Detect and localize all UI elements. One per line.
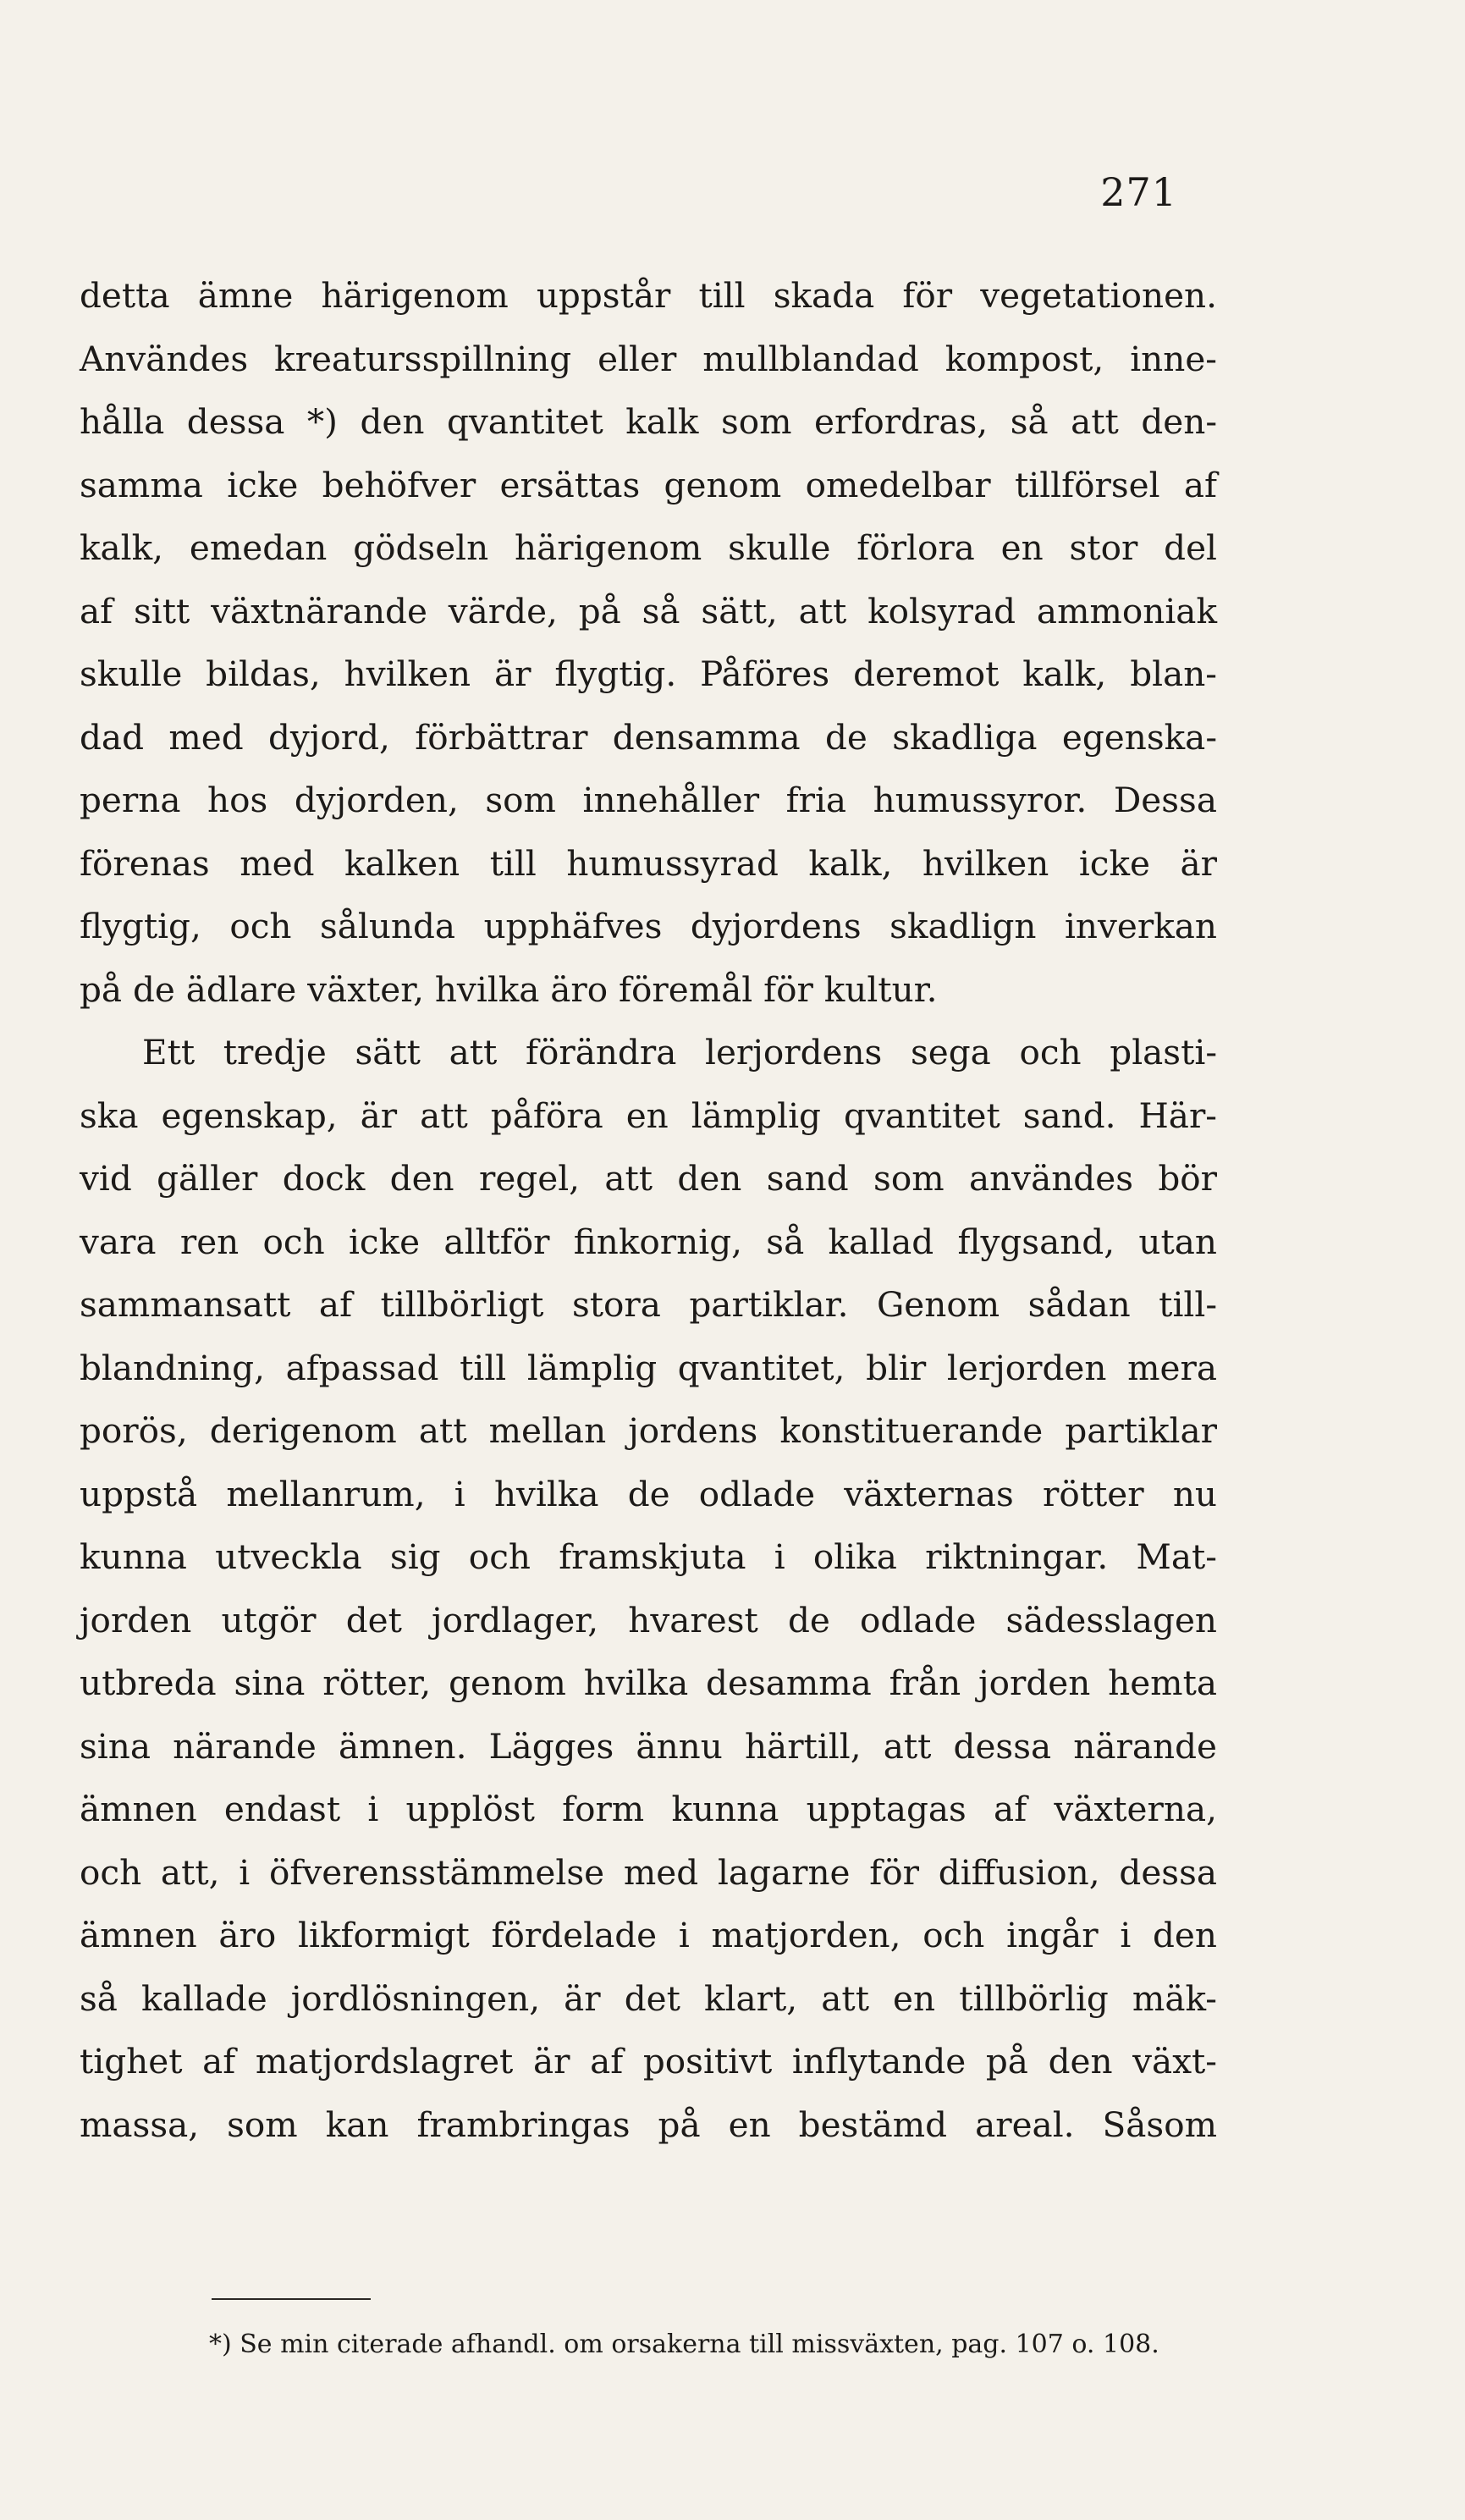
text-line: ska egenskap, är att påföra en lämplig qvantitet sand. Här- (80, 1095, 1217, 1136)
text-line: porös, derigenom att mellan jordens konstituerande partiklar (80, 1410, 1217, 1451)
text-line: vara ren och icke alltför finkornig, så kallad flygsand, utan (80, 1221, 1217, 1262)
text-line: så kallade jordlösningen, är det klart, att en tillbörlig mäk- (80, 1977, 1217, 2019)
text-line: kalk, emedan gödseln härigenom skulle förlora en stor del (80, 527, 1217, 568)
text-line: utbreda sina rötter, genom hvilka desamma från jorden hemta (80, 1663, 1217, 1703)
text-line: detta ämne härigenom uppstår till skada för vegetationen. (80, 275, 1217, 316)
text-line: sina närande ämnen. Lägges ännu härtill, att dessa närande (80, 1725, 1217, 1767)
text-line: Användes kreatursspillning eller mullblandad kompost, inne- (80, 338, 1217, 379)
text-line: jorden utgör det jordlager, hvarest de odlade sädesslagen (80, 1599, 1217, 1640)
text-line: vid gäller dock den regel, att den sand som användes bör (80, 1158, 1217, 1199)
text-line: ämnen äro likformigt fördelade i matjorden, och ingår i den (80, 1915, 1217, 1955)
page-number: 271 (1100, 169, 1177, 215)
text-line: af sitt växtnärande värde, på så sätt, att kolsyrad ammoniak (80, 590, 1217, 631)
text-line: blandning, afpassad till lämplig qvantitet, blir lerjorden mera (80, 1347, 1217, 1388)
text-line: Ett tredje sätt att förändra lerjordens sega och plasti- (142, 1032, 1217, 1073)
text-line: uppstå mellanrum, i hvilka de odlade växternas rötter nu (80, 1473, 1217, 1514)
footnote-divider (212, 2298, 371, 2300)
text-line: på de ädlare växter, hvilka äro föremål för kultur. (80, 968, 938, 1010)
text-line: flygtig, och sålunda upphäfves dyjordens skadlign inverkan (80, 906, 1217, 946)
body-text (80, 264, 1217, 2156)
text-line: förenas med kalken till humussyrad kalk, hvilken icke är (80, 842, 1217, 884)
text-line: massa, som kan frambringas på en bestämd areal. Såsom (80, 2104, 1217, 2145)
text-line: perna hos dyjorden, som innehåller fria humussyror. Dessa (80, 780, 1217, 820)
text-line: och att, i öfverensstämmelse med lagarne för diffusion, dessa (80, 1851, 1217, 1893)
footnote: *) Se min citerade afhandl. om orsakerna till missväxten, pag. 107 o. 108. (209, 2330, 1159, 2359)
text-line: tighet af matjordslagret är af positivt inflytande på den växt- (80, 2041, 1217, 2082)
text-line: dad med dyjord, förbättrar densamma de skadliga egenska- (80, 716, 1217, 758)
text-line: kunna utveckla sig och framskjuta i olika riktningar. Mat- (80, 1536, 1217, 1577)
text-line: samma icke behöfver ersättas genom omedelbar tillförsel af (80, 464, 1217, 505)
text-line: ämnen endast i upplöst form kunna upptagas af växterna, (80, 1789, 1217, 1829)
text-line: sammansatt af tillbörligt stora partiklar. Genom sådan till- (80, 1284, 1217, 1325)
text-line: hålla dessa *) den qvantitet kalk som erfordras, så att den- (80, 401, 1217, 442)
text-line: skulle bildas, hvilken är flygtig. Påföres deremot kalk, blan- (80, 653, 1217, 694)
